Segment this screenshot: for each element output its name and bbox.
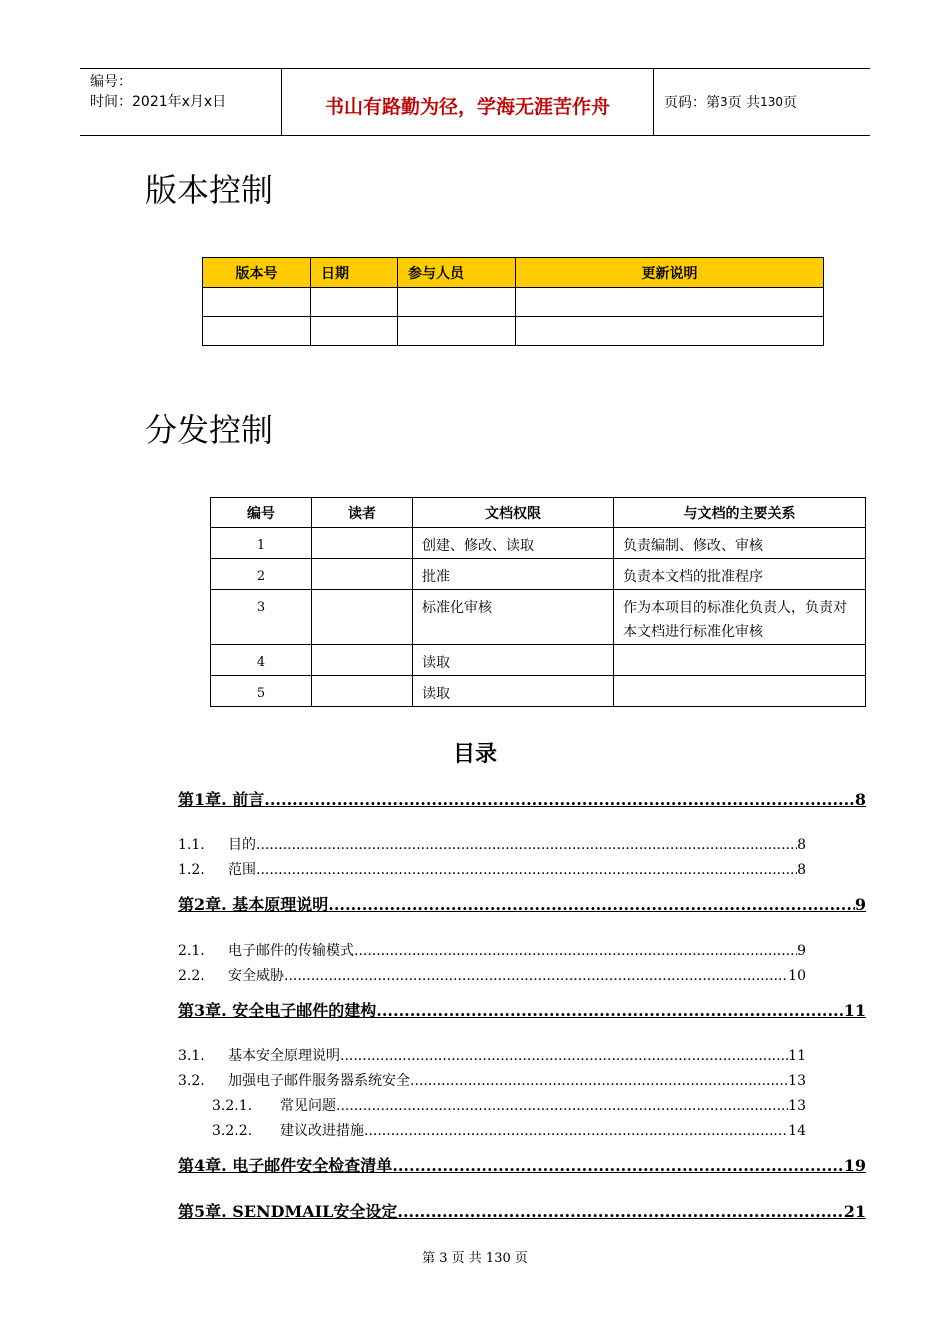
row-reader [312, 528, 413, 559]
distribution-col-header: 读者 [312, 498, 413, 528]
header-page-prefix: 页码：第 [664, 95, 720, 111]
toc-subsection-link[interactable]: 3.2.2. 建议改进措施 ..... 14 [212, 1120, 806, 1140]
header-number: 编号： [90, 74, 132, 90]
header-motto: 书山有路勤为径，学海无涯苦作舟 [282, 69, 654, 135]
row-relation: 负责本文档的批准程序 [614, 559, 866, 590]
row-rights: 创建、修改、读取 [413, 528, 614, 559]
header-page-mid: 页 共 [727, 95, 761, 111]
table-row [203, 317, 824, 346]
row-number: 3 [211, 590, 312, 645]
toc-subsection-link[interactable]: 3.2.1. 常见问题 ..... 13 [212, 1095, 806, 1115]
header-page-info [654, 69, 870, 135]
row-reader [312, 559, 413, 590]
version-table-header [203, 258, 824, 288]
distribution-control-title: 分发控制 [145, 411, 274, 449]
table-row [211, 590, 866, 645]
row-rights: 读取 [413, 645, 614, 676]
version-control-title: 版本控制 [145, 171, 274, 209]
table-row [211, 528, 866, 559]
header-page-total: 130 [760, 95, 783, 109]
table-row [211, 676, 866, 707]
toc-title: 目录 [452, 742, 497, 767]
version-col-header: 更新说明 [516, 258, 824, 288]
row-number: 4 [211, 645, 312, 676]
row-reader [312, 590, 413, 645]
version-col-header: 日期 [311, 258, 398, 288]
version-table [202, 257, 824, 346]
toc-section-link[interactable]: 3.2. 加强电子邮件服务器系统安全 ..... 13 [178, 1070, 806, 1090]
page-footer: 第 3 页 共 130 页 [422, 1251, 528, 1266]
toc-chapter-link[interactable]: 第1章. 前言 ..... 8 [178, 787, 866, 810]
table-row [211, 559, 866, 590]
distribution-col-header: 与文档的主要关系 [614, 498, 866, 528]
table-row [211, 645, 866, 676]
distribution-col-header: 编号 [211, 498, 312, 528]
row-rights: 批准 [413, 559, 614, 590]
table-row [203, 288, 824, 317]
toc-section-link[interactable]: 2.2. 安全威胁 ..... 10 [178, 965, 806, 985]
row-relation [614, 645, 866, 676]
distribution-table [210, 497, 866, 707]
toc-chapter-link[interactable]: 第5章. SENDMAIL安全设定 ..... 21 [178, 1199, 866, 1222]
header-page-suffix: 页 [783, 95, 797, 111]
distribution-col-header: 文档权限 [413, 498, 614, 528]
header-page-no: 3 [720, 95, 728, 109]
row-reader [312, 645, 413, 676]
row-number: 1 [211, 528, 312, 559]
header-time: 时间：2021年x月x日 [90, 94, 227, 110]
distribution-table-header [211, 498, 866, 528]
row-number: 2 [211, 559, 312, 590]
toc-section-link[interactable]: 2.1. 电子邮件的传输模式 ..... 9 [178, 940, 806, 960]
row-relation [614, 676, 866, 707]
toc-section-link[interactable]: 1.2. 范围 ..... 8 [178, 859, 806, 879]
row-rights: 读取 [413, 676, 614, 707]
toc-chapter-link[interactable]: 第3章. 安全电子邮件的建构 ..... 11 [178, 998, 866, 1021]
row-reader [312, 676, 413, 707]
row-relation: 作为本项目的标准化负责人，负责对本文档进行标准化审核 [614, 590, 866, 645]
version-col-header: 版本号 [203, 258, 311, 288]
row-number: 5 [211, 676, 312, 707]
toc-chapter-link[interactable]: 第4章. 电子邮件安全检查清单 ..... 19 [178, 1153, 866, 1176]
row-relation: 负责编制、修改、审核 [614, 528, 866, 559]
toc-section-link[interactable]: 3.1. 基本安全原理说明 ..... 11 [178, 1045, 806, 1065]
version-col-header: 参与人员 [398, 258, 516, 288]
row-rights: 标准化审核 [413, 590, 614, 645]
toc-chapter-link[interactable]: 第2章. 基本原理说明 ..... 9 [178, 892, 866, 915]
page-header [80, 68, 870, 136]
header-meta [80, 69, 282, 135]
toc-section-link[interactable]: 1.1. 目的 ..... 8 [178, 834, 806, 854]
